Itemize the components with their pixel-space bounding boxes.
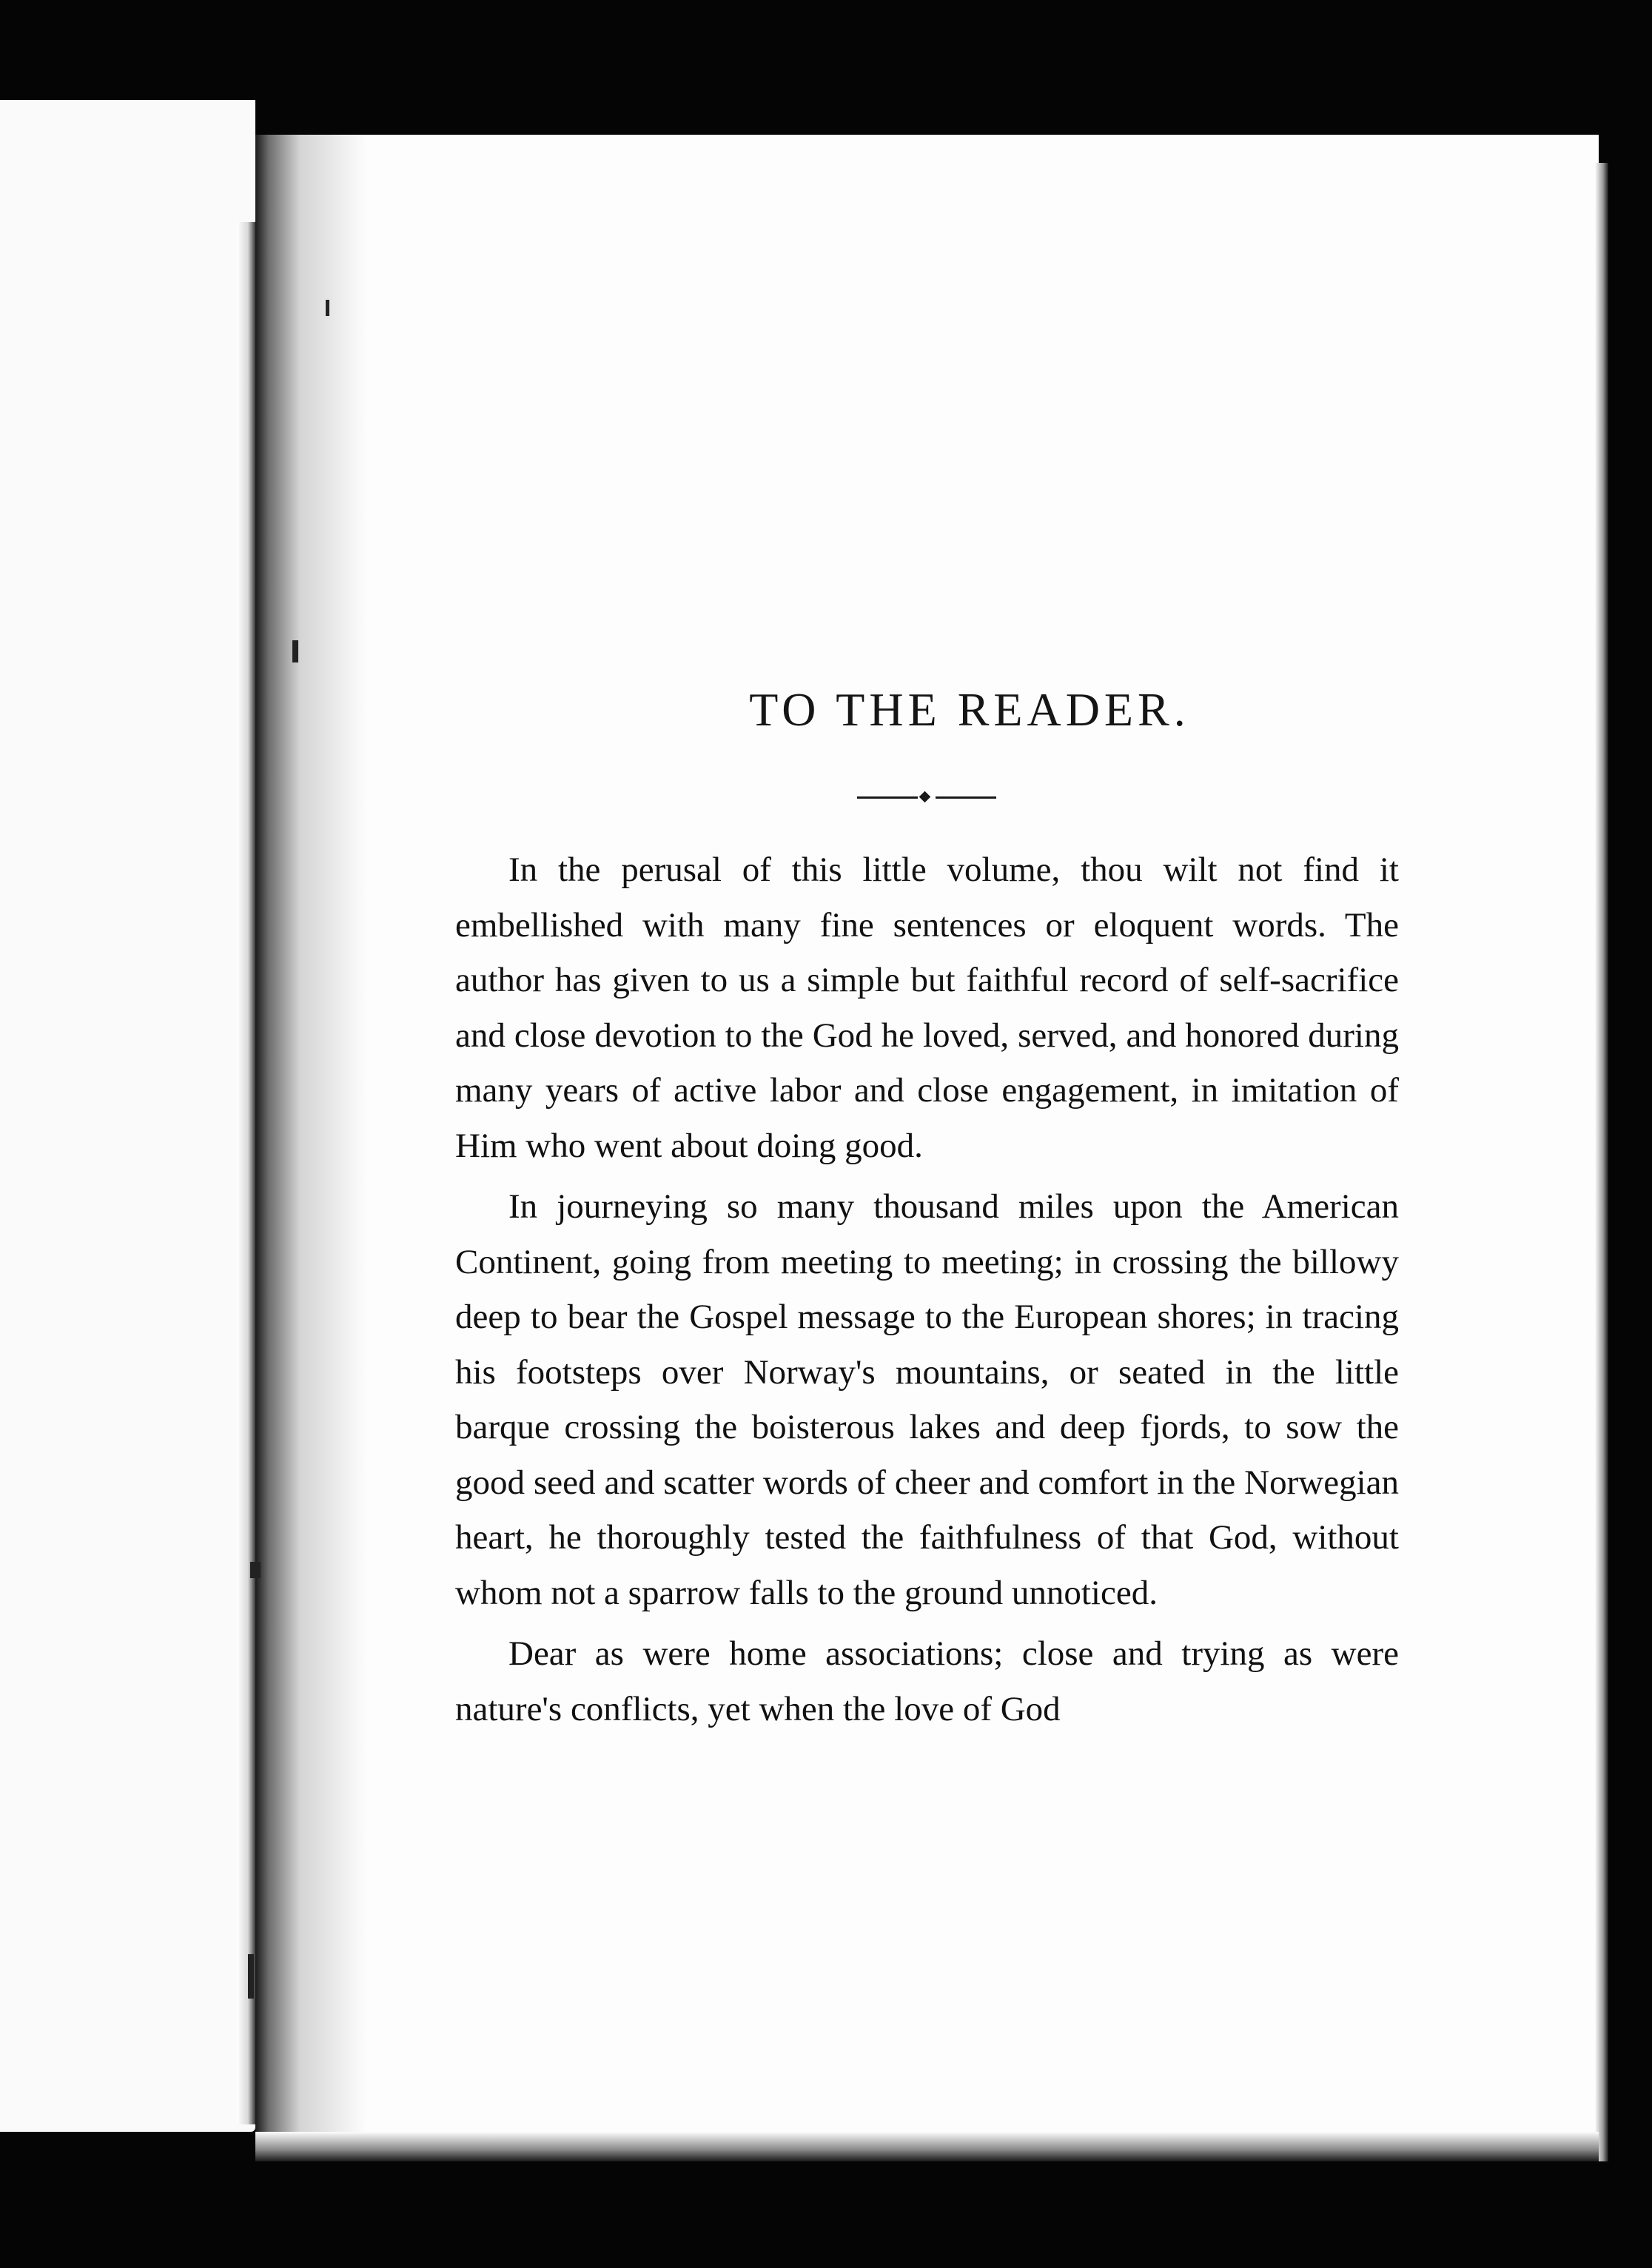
binding-speck <box>292 640 298 662</box>
binding-speck <box>326 300 329 316</box>
right-page-edge <box>1595 163 1608 2161</box>
ornament-line-right <box>936 796 996 799</box>
paragraph-2: In journeying so many thousand miles upon the American Continent, going from meeting to meeting; in crossing the billowy deep to bear the Gospel message to the European shores; in tracing his footsteps over Norway's mountains, or seated in the little barque crossing the boisterous lakes and deep fjords, to sow the good seed and scatter words of cheer and comfort in the Norwegian heart, he thoroughly tested the faithfulness of that God, without whom not a sparrow falls to the ground unnoticed. <box>455 1187 1399 1612</box>
paragraph-3: Dear as were home associations; close and trying as were nature's conflicts, yet when the love of God <box>455 1634 1399 1728</box>
left-page-edge <box>237 222 255 2124</box>
body-text <box>455 842 1399 1742</box>
ornament-diamond <box>919 791 931 803</box>
left-page-blank <box>0 100 255 2132</box>
binding-speck <box>248 1954 254 1999</box>
binding-gutter <box>255 135 366 2159</box>
ornament-line-left <box>857 796 918 799</box>
bottom-page-shadow <box>255 2132 1599 2161</box>
heading-rule-ornament <box>857 793 996 802</box>
page-heading: TO THE READER. <box>749 683 1190 736</box>
binding-speck <box>250 1562 261 1578</box>
paragraph-1: In the perusal of this little volume, thou wilt not find it embellished with many fine sentences or eloquent words. The author has given to us a simple but faithful record of self-sacrifice and close devotion to the God he loved, served, and honored during many years of active labor and close engagement, in imitation of Him who went about doing good. <box>455 850 1399 1165</box>
